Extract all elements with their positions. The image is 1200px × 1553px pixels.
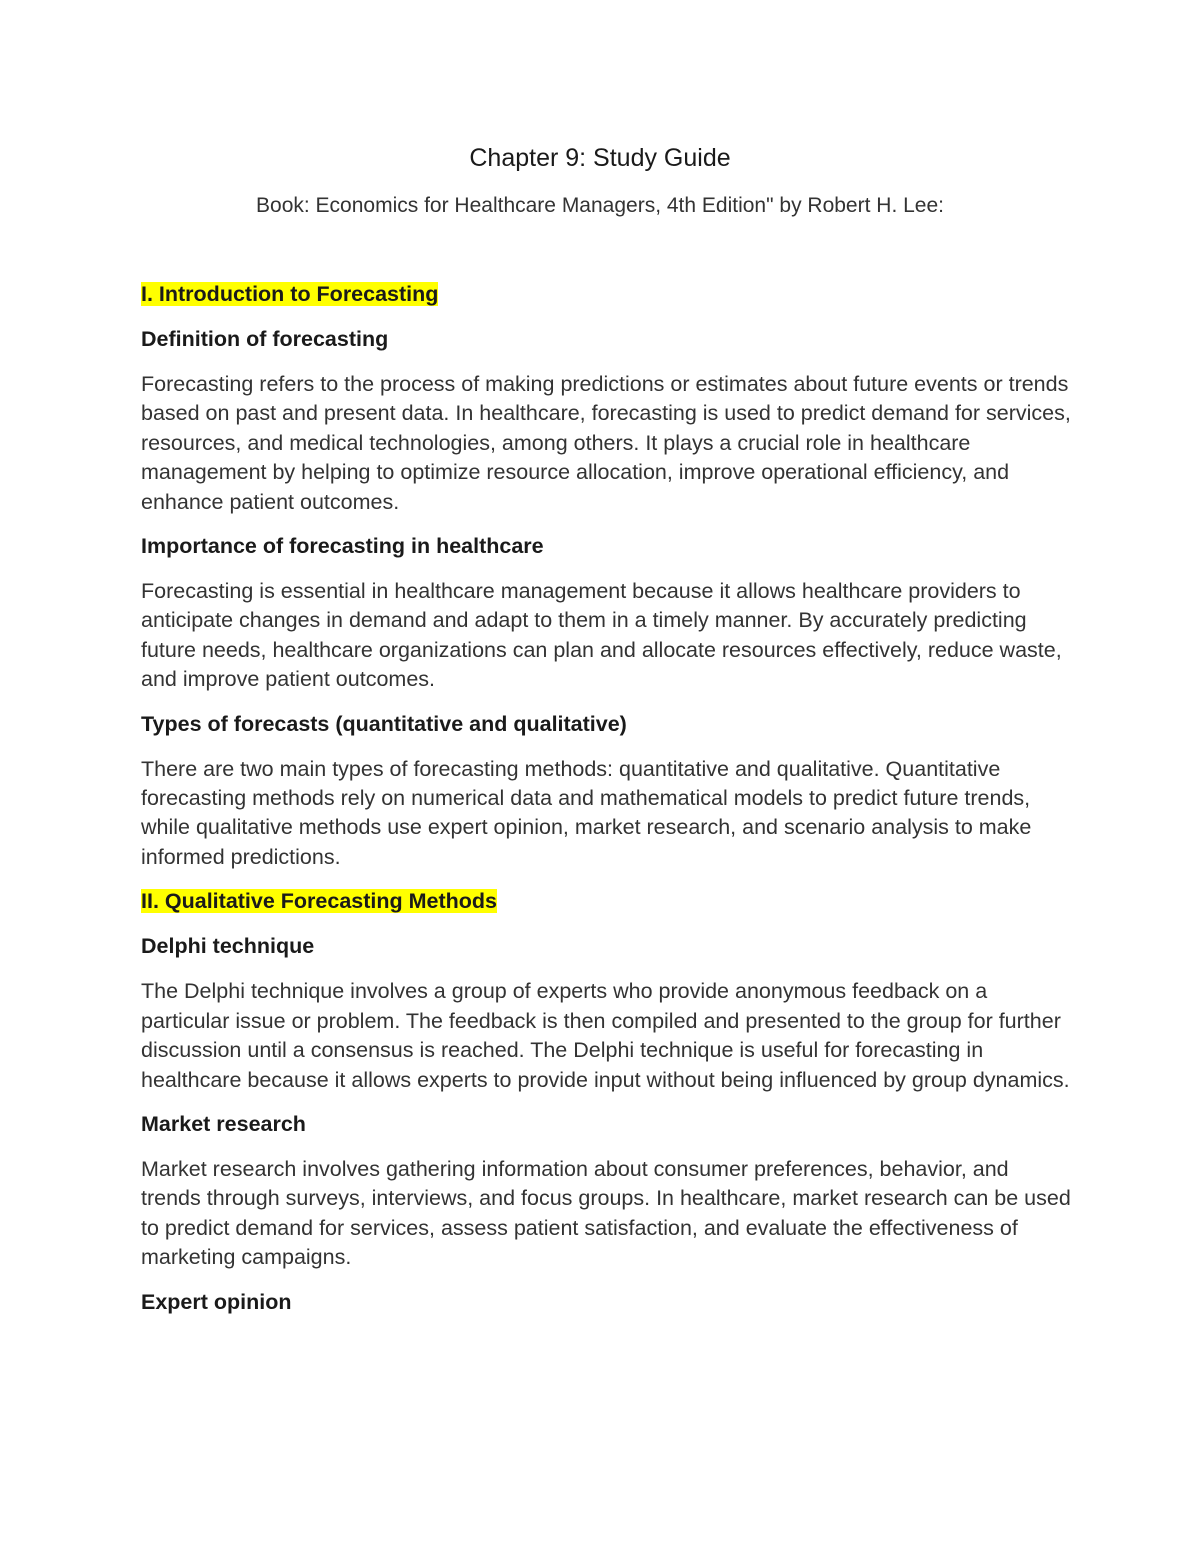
document-body [141,280,1071,1333]
document-subtitle: Book: Economics for Healthcare Managers, 4th Edition" by Robert H. Lee: [256,194,944,217]
paragraph-delphi: The Delphi technique involves a group of experts who provide anonymous feedback on a particular issue or problem. The feedback is then compiled and presented to the group for further discussion until a consensus is reached. The Delphi technique is useful for forecasting in healthcare because it allows experts to provide input without being influenced by group dynamics. [141,979,1070,1092]
paragraph-types: There are two main types of forecasting methods: quantitative and qualitative. Quantitative forecasting methods rely on numerical data and mathematical models to predict future trends, while qualitative methods use expert opinion, market research, and scenario analysis to make informed predictions. [141,756,1032,869]
highlighted-heading-text: II. Qualitative Forecasting Methods [141,889,498,914]
paragraph-market-research: Market research involves gathering information about consumer preferences, behavior, and trends through surveys, interviews, and focus groups. In healthcare, market research can be used to predict demand for services, assess patient satisfaction, and evaluate the effectiveness of marketing campaigns. [141,1156,1071,1270]
subheading-expert-opinion: Expert opinion [141,1289,292,1314]
section-heading-qualitative [141,887,1071,916]
subheading-definition: Definition of forecasting [141,327,389,351]
section-heading-introduction [141,280,1071,309]
paragraph-importance: Forecasting is essential in healthcare management because it allows healthcare providers to anticipate changes in demand and adapt to them in a timely manner. By accurately predicting future needs, healthcare organizations can plan and allocate resources effectively, reduce waste, and improve patient outcomes. [141,579,1062,692]
subheading-types: Types of forecasts (quantitative and qualitative) [141,711,627,736]
subheading-importance: Importance of forecasting in healthcare [141,534,544,559]
document-title: Chapter 9: Study Guide [469,144,731,172]
subheading-market-research: Market research [141,1111,306,1136]
paragraph-definition: Forecasting refers to the process of making predictions or estimates about future events or trends based on past and present data. In healthcare, forecasting is used to predict demand for services, resources, and medical technologies, among others. It plays a crucial role in healthcare management by helping to optimize resource allocation, improve operational efficiency, and enhance patient outcomes. [141,372,1071,514]
subheading-delphi: Delphi technique [141,934,315,959]
highlighted-heading-text: I. Introduction to Forecasting [141,282,439,306]
